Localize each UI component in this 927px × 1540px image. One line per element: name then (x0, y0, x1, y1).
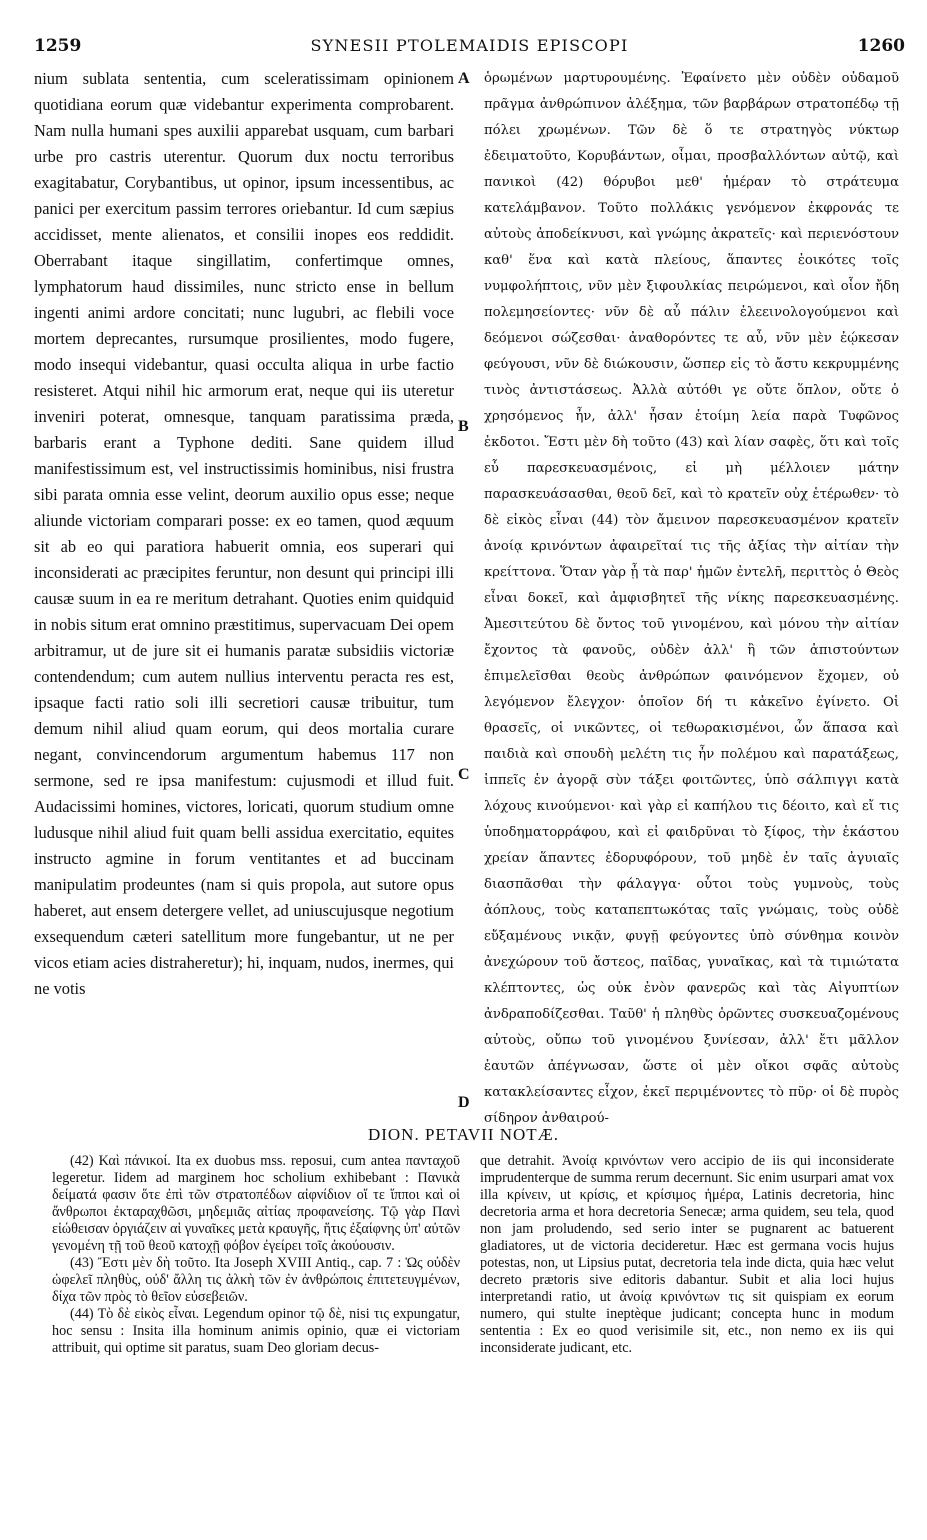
notes-heading: DION. PETAVII NOTÆ. (367, 1125, 560, 1144)
greek-text: ὁρωμένων μαρτυρουμένης. Ἐφαίνετο μὲν οὐδὲν οὐδαμοῦ πρᾶγμα ἀνθρώπινον ἀλέξημα, τῶν βαρβάρων στρατοπέδῳ τῇ πόλει χρωμένων. Τῶν δὲ ὅ τε στρατηγὸς νύκτωρ ἐδειματοῦτο, Κορυβάντων, οἶμαι, προσβαλλόντων αὐτῷ, καὶ πανικοὶ (42) θόρυβοι μεθ' ἡμέραν τὸ στράτευμα κατελάμβανον. Τοῦτο πολλάκις γενόμενον ἐκφρονάς τε αὐτοὺς ἀποδείκνυσι, καὶ γνώμης ἀκρατεῖς· καὶ περιενόστουν καθ' ἕνα καὶ κατὰ πλείους, ἅπαντες ἐοικότες τοῖς νυμφολήπτοις, νῦν μὲν ξιφουλκίας πειρώμενοι, καὶ οἷον ἤδη πολεμησείοντες· νῦν δὲ αὖ πάλιν ἐλεεινολογούμενοι καὶ δεόμενοι σώζεσθαι· ἀναθορόντες τε αὖ, νῦν μὲν ἐῴκεσαν φεύγουσι, νῦν δὲ διώκουσιν, ὥσπερ εἰς τὸ ἄστυ κεκρυμμένης τινὸς ἀντιστάσεως. Ἀλλὰ αὐτόθι γε οὔτε ὅπλον, οὔτε ὁ χρησόμενος ἦν, ἀλλ' ἦσαν ἑτοίμη λεία παρὰ Τυφῶνος ἐκδοτοι. Ἔστι μὲν δὴ τοῦτο (43) καὶ λίαν σαφὲς, ὅτι καὶ τοῖς εὖ παρεσκευασμένοις, εἰ μὴ μέλλοιεν μάτην παρασκευάσασθαι, θεοῦ δεῖ, καὶ τὸ κρατεῖν οὐχ ἑτέρωθεν· τὸ δὲ εἰκὸς εἶναι (44) τὸν ἄμεινον παρεσκευασμένον κρατεῖν ἀνοίᾳ κρινόντων ἀφαιρεῖταί τις τῆς ἀξίας τὴν αἰτίαν τὴν κρείττονα. Ὅταν γὰρ ᾖ τὰ παρ' ἡμῶν ἐντελῆ, περιττὸς ὁ Θεὸς εἶναι δοκεῖ, καὶ ἀμφισβητεῖ τῆς νίκης παρεσκευασμένης. Ἀμεσιτεύτου δὲ ὄντος τοῦ γινομένου, καὶ μόνου τὴν αἰτίαν ἔχοντος τὰ φανοῦς, οὐδὲν ἀλλ' ἢ τῶν ἀπιστούντων ἐπιμελεῖσθαι θεοὺς ἀνθρώπων φαινόμενον ἔχομεν, οὐ λεγόμενον ἔλεγχον· ὁποῖον δή τι κἀκεῖνο ἐγίνετο. Οἱ θρασεῖς, οἱ νικῶντες, οἱ τεθωρακισμένοι, ὧν ἅπασα καὶ παιδιὰ καὶ σπουδὴ μελέτη τις ἦν πολέμου καὶ παρατάξεως, ἱππεῖς ἐν ἀγορᾷ σὺν τάξει φοιτῶντες, ὑπὸ σάλπιγγι κατὰ λόχους κινούμενοι· καὶ γὰρ εἰ καπήλου τις δέοιτο, καὶ εἴ τις ὑποδηματορράφου, καὶ εἰ φαιδρῦναι τὸ ξίφος, τὴν ἑκάστου χρείαν ἅπαντες ἐδορυφόρουν, τοῦ μηδὲ ἐν ταῖς ἀγυιαῖς διασπᾶσθαι τὴν φάλαγγα· οὗτοι τοὺς γυμνοὺς, τοὺς ἀόπλους, τοὺς καταπεπτωκότας ταῖς γνώμαις, τοὺς οὐδὲ εὔξαμένους νικᾷν, φυγῇ φεύγοντες ὑπὸ σύνθημα κοινὸν ἀνεχώρουν τοῦ ἄστεος, παῖδας, γυναῖκας, καὶ τὰ τιμιώτατα κλέπτοντες, ὡς οὐκ ἐνὸν φανερῶς καὶ τὰς Αἰγυπτίων ἀνδραποδίζεσθαι. Ταῦθ' ἡ πληθὺς ὁρῶντες συσκευαζομένους αὐτοὺς, οὔπω τοῦ γινομένου ξυνίεσαν, ἀλλ' ἔτι μᾶλλον ἑαυτῶν ἀπέγνωσαν, ὥστε οἱ μὲν οἴκοι σφᾶς αὐτοὺς κατακλείσαντες εἶχον, ἐκεῖ περιμένοντες τὸ πῦρ· οἱ δὲ πυρὸς σίδηρον ἀνθαιρού- (484, 71, 899, 1126)
notes-right-column (480, 1153, 894, 1531)
note-44: (44) Τὸ δὲ εἰκὸς εἶναι. Legendum opinor τῷ δὲ, nisi τις expungatur, hoc sensu : Insita illa hominum animis opinio, quæ ei victoriam attribuit, qui optime sit paratus, suam Deo gloriam decus- (52, 1306, 460, 1356)
running-title: SYNESII PTOLEMAIDIS EPISCOPI (310, 36, 629, 55)
note-44-continued: que detrahit. Ἀνοίᾳ κρινόντων vero accipio de iis qui inconsiderate imprudenterque de summa rerum decernunt. Sic enim usurpari amat vox illa κρίνειν, ut κρίσις, et κρίσιμος ἡμέρα, Latinis decretoria, hinc decretoria arma et hora decretoria Senecæ; arma quidem, seu tela, quod non jam proludendo, sed serio inter se pugnarent ac batuerent gladiatores, ut de victoria decideretur. Hæc est germana vocis hujus potestas, non, ut Lipsius putat, decretoria tela inde dicta, quia hæc velut decreto prætoris sive editoris dabantur. Subit et alia loci hujus interpretandi ratio, ut ἀνοίᾳ κρινόντων τις sit quispiam ex eorum numero, qui stulte ineptèque judicant; concepta hunc in modum sententia : Ex eo quod verisimile sit, etc., non nemo ex iis qui inconsiderate judicant, etc. (480, 1153, 894, 1356)
right-page-number: 1260 (857, 36, 905, 56)
margin-letter-d: D (458, 1094, 470, 1111)
note-42: (42) Καὶ πάνικοί. Ita ex duobus mss. reposui, cum antea πανταχοῦ legeretur. Iidem ad marginem hoc scholium exhibebant : Πανικὰ δείματά φασιν ὅτε ἐπὶ τῶν στρατοπέδων αἰφνίδιον οἵ τε ἵπποι καὶ οἱ ἄνθρωποι ἐκταραχθῶσι, μηδεμιᾶς αἰτίας προφανείσης. Τῷ γὰρ Πανὶ εἰώθεισαν ὀργιάζειν αἱ γυναῖκες μετὰ κραυγῆς, ἥτις ἐξαίφνης ὑπ' αὐτῶν γενομένη τῇ τοῦ θεοῦ κατοχῇ φόβον ἐγείρει τοῖς ἀκούουσιν. (52, 1153, 460, 1254)
margin-letter-a: A (458, 70, 470, 87)
note-43: (43) Ἔστι μὲν δὴ τοῦτο. Ita Joseph XVIII Antiq., cap. 7 : Ὡς οὐδὲν ὠφελεῖ πληθὺς, οὐδ' ἄλλη τις ἀλκὴ τῶν ἐν ἀνθρώποις ἐπιτετευγμένων, δίχα τῶν πρὸς τὸ θεῖον εὐσεβειῶν. (52, 1255, 460, 1305)
latin-text: nium sublata sententia, cum sceleratissimam opinionem quotidiana eorum quæ videbantur experimenta comprobarent. Nam nulla humani spes auxilii apparebat usquam, cum barbari urbe pro castris uterentur. Quorum dux noctu terroribus exagitabatur, Corybantibus, ut opinor, ipsum incessentibus, ac panici per exercitum passim terrores oriebantur. Id cum sæpius accidisset, mente alienatos, et consilii inopes eos reddidit. Oberrabant itaque singillatim, confertimque omnes, lymphatorum haud dissimiles, nunc stricto ense in bellum ingenti animi ardore concitati; nunc lugubri, ac flebili voce mortem deprecantes, rursumque prosilientes, modo fugere, modo insequi videbantur, quasi occulta aliqua in urbe factio resisteret. Atqui nihil hic armorum erat, neque qui iis uteretur inveniri poterat, omnesque, tanquam paratissima præda, barbaris erant a Typhone dediti. Sane quidem illud manifestissimum est, vel instructissimis hominibus, nisi frustra sibi parata omnia esse velint, deorum auxilio opus esse; neque aliunde victoriam comparari posse: ex eo tamen, quod æquum sit ab eo qui paratiora habuerit omnia, eos superari qui inconsiderati ac præcipites feruntur, non desunt qui principi illi causæ suum in ea re meritum detrahant. Quoties enim quidquid in nobis situm erat omnino præstitimus, supervacuam Dei opem arbitramur, ut de jure sit ei humanis paratæ subsidiis victoriæ contendendum; cum autem nullius interventu peracta res est, ipsaque facti ratio soli illi secretiori causæ tribuitur, tum demum nihil aliud quam eorum, qui deos mortalia curare negant, convincendorum argumentum habemus 117 non sermone, sed re ipsa manifestum: cujusmodi et illud fuit. Audacissimi homines, victores, loricati, quorum studium omne ludusque nihil aliud fuit quam belli assidua exercitatio, equites instructo agmine in forum ventitantes et ad buccinam manipulatim prodeuntes (nam si quis propola, aut sutore opus haberet, aut ensem detergere vellet, ad uniuscujusque negotium exsequendum cæteri satellitum more fungebantur, ut ne per vicos etiam acies distraheretur); hi, inquam, nudos, inermes, qui ne votis (34, 69, 454, 998)
notes-left-column (52, 1153, 460, 1531)
margin-letter-b: B (458, 418, 469, 435)
running-header (34, 36, 905, 62)
margin-letter-c: C (458, 766, 470, 783)
greek-column (484, 66, 899, 1126)
left-page-number: 1259 (34, 36, 82, 56)
latin-column (34, 66, 454, 1106)
